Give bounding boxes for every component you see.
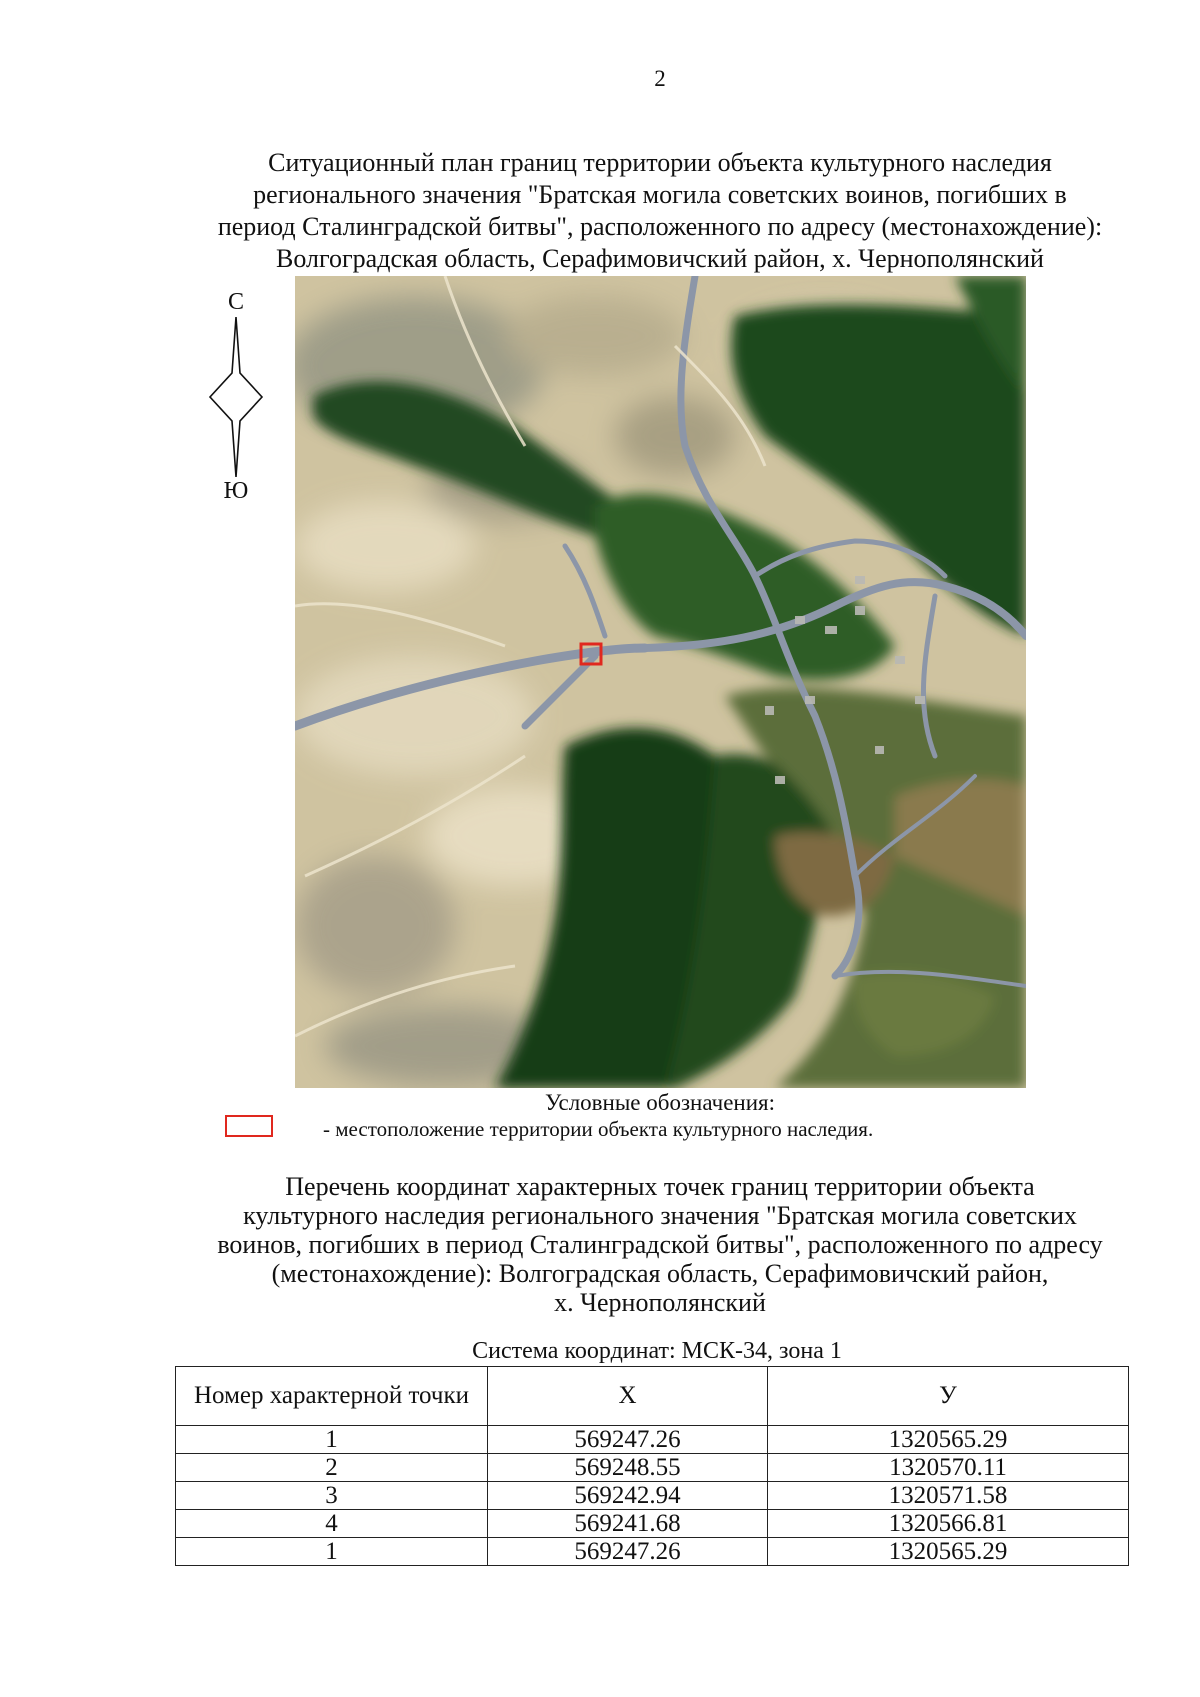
cell-y: 1320566.81 [768,1510,1129,1538]
coordinates-table [175,1366,1129,1566]
list-title-line: х. Чернополянский [554,1288,766,1317]
header-point-number: Номер характерной точки [176,1367,488,1426]
list-title-line: Перечень координат характерных точек границ территории объекта [285,1172,1035,1201]
cell-point-number: 2 [176,1454,488,1482]
map-title-line: период Сталинградской битвы", расположенного по адресу (местонахождение): [217,212,1103,241]
cell-y: 1320571.58 [768,1482,1129,1510]
table-row [176,1538,1129,1566]
list-title-line: (местонахождение): Волгоградская область, Серафимовичский район, [271,1259,1049,1288]
header-x: X [488,1367,768,1426]
cell-x: 569241.68 [488,1510,768,1538]
table-row [176,1454,1129,1482]
table-row [176,1482,1129,1510]
legend-title: Условные обозначения: [544,1090,776,1115]
list-title-line: культурного наследия регионального значения "Братская могила советских [243,1201,1077,1230]
map-title-line: Ситуационный план границ территории объекта культурного наследия [268,148,1052,177]
map-title [150,147,1170,275]
north-arrow [204,285,268,500]
header-y: У [768,1367,1129,1426]
map-title-line: Волгоградская область, Серафимовичский район, х. Чернополянский [276,244,1044,273]
cell-x: 569248.55 [488,1454,768,1482]
legend-item-text: - местоположение территории объекта культурного наследия. [323,1117,874,1141]
page-number: 2 [654,66,666,91]
cell-x: 569247.26 [488,1538,768,1566]
compass-arrow-icon [210,317,262,477]
map-title-line: регионального значения "Братская могила советских воинов, погибших в [253,180,1067,209]
cell-point-number: 4 [176,1510,488,1538]
compass-south-label: Ю [223,478,249,500]
coordinate-system-label: Система координат: МСК-34, зона 1 [472,1338,842,1364]
table-row [176,1426,1129,1454]
cell-y: 1320565.29 [768,1426,1129,1454]
table-header-row [176,1367,1129,1426]
cell-point-number: 3 [176,1482,488,1510]
list-title-line: воинов, погибших в период Сталинградской битвы", расположенного по адресу [217,1230,1103,1259]
compass-north-label: С [227,289,245,315]
cell-x: 569242.94 [488,1482,768,1510]
table-row [176,1510,1129,1538]
legend-marker-swatch [225,1115,273,1137]
cell-x: 569247.26 [488,1426,768,1454]
coordinates-list-title [150,1172,1170,1317]
satellite-map [295,276,1026,1088]
cell-point-number: 1 [176,1426,488,1454]
cell-y: 1320565.29 [768,1538,1129,1566]
cell-y: 1320570.11 [768,1454,1129,1482]
cell-point-number: 1 [176,1538,488,1566]
